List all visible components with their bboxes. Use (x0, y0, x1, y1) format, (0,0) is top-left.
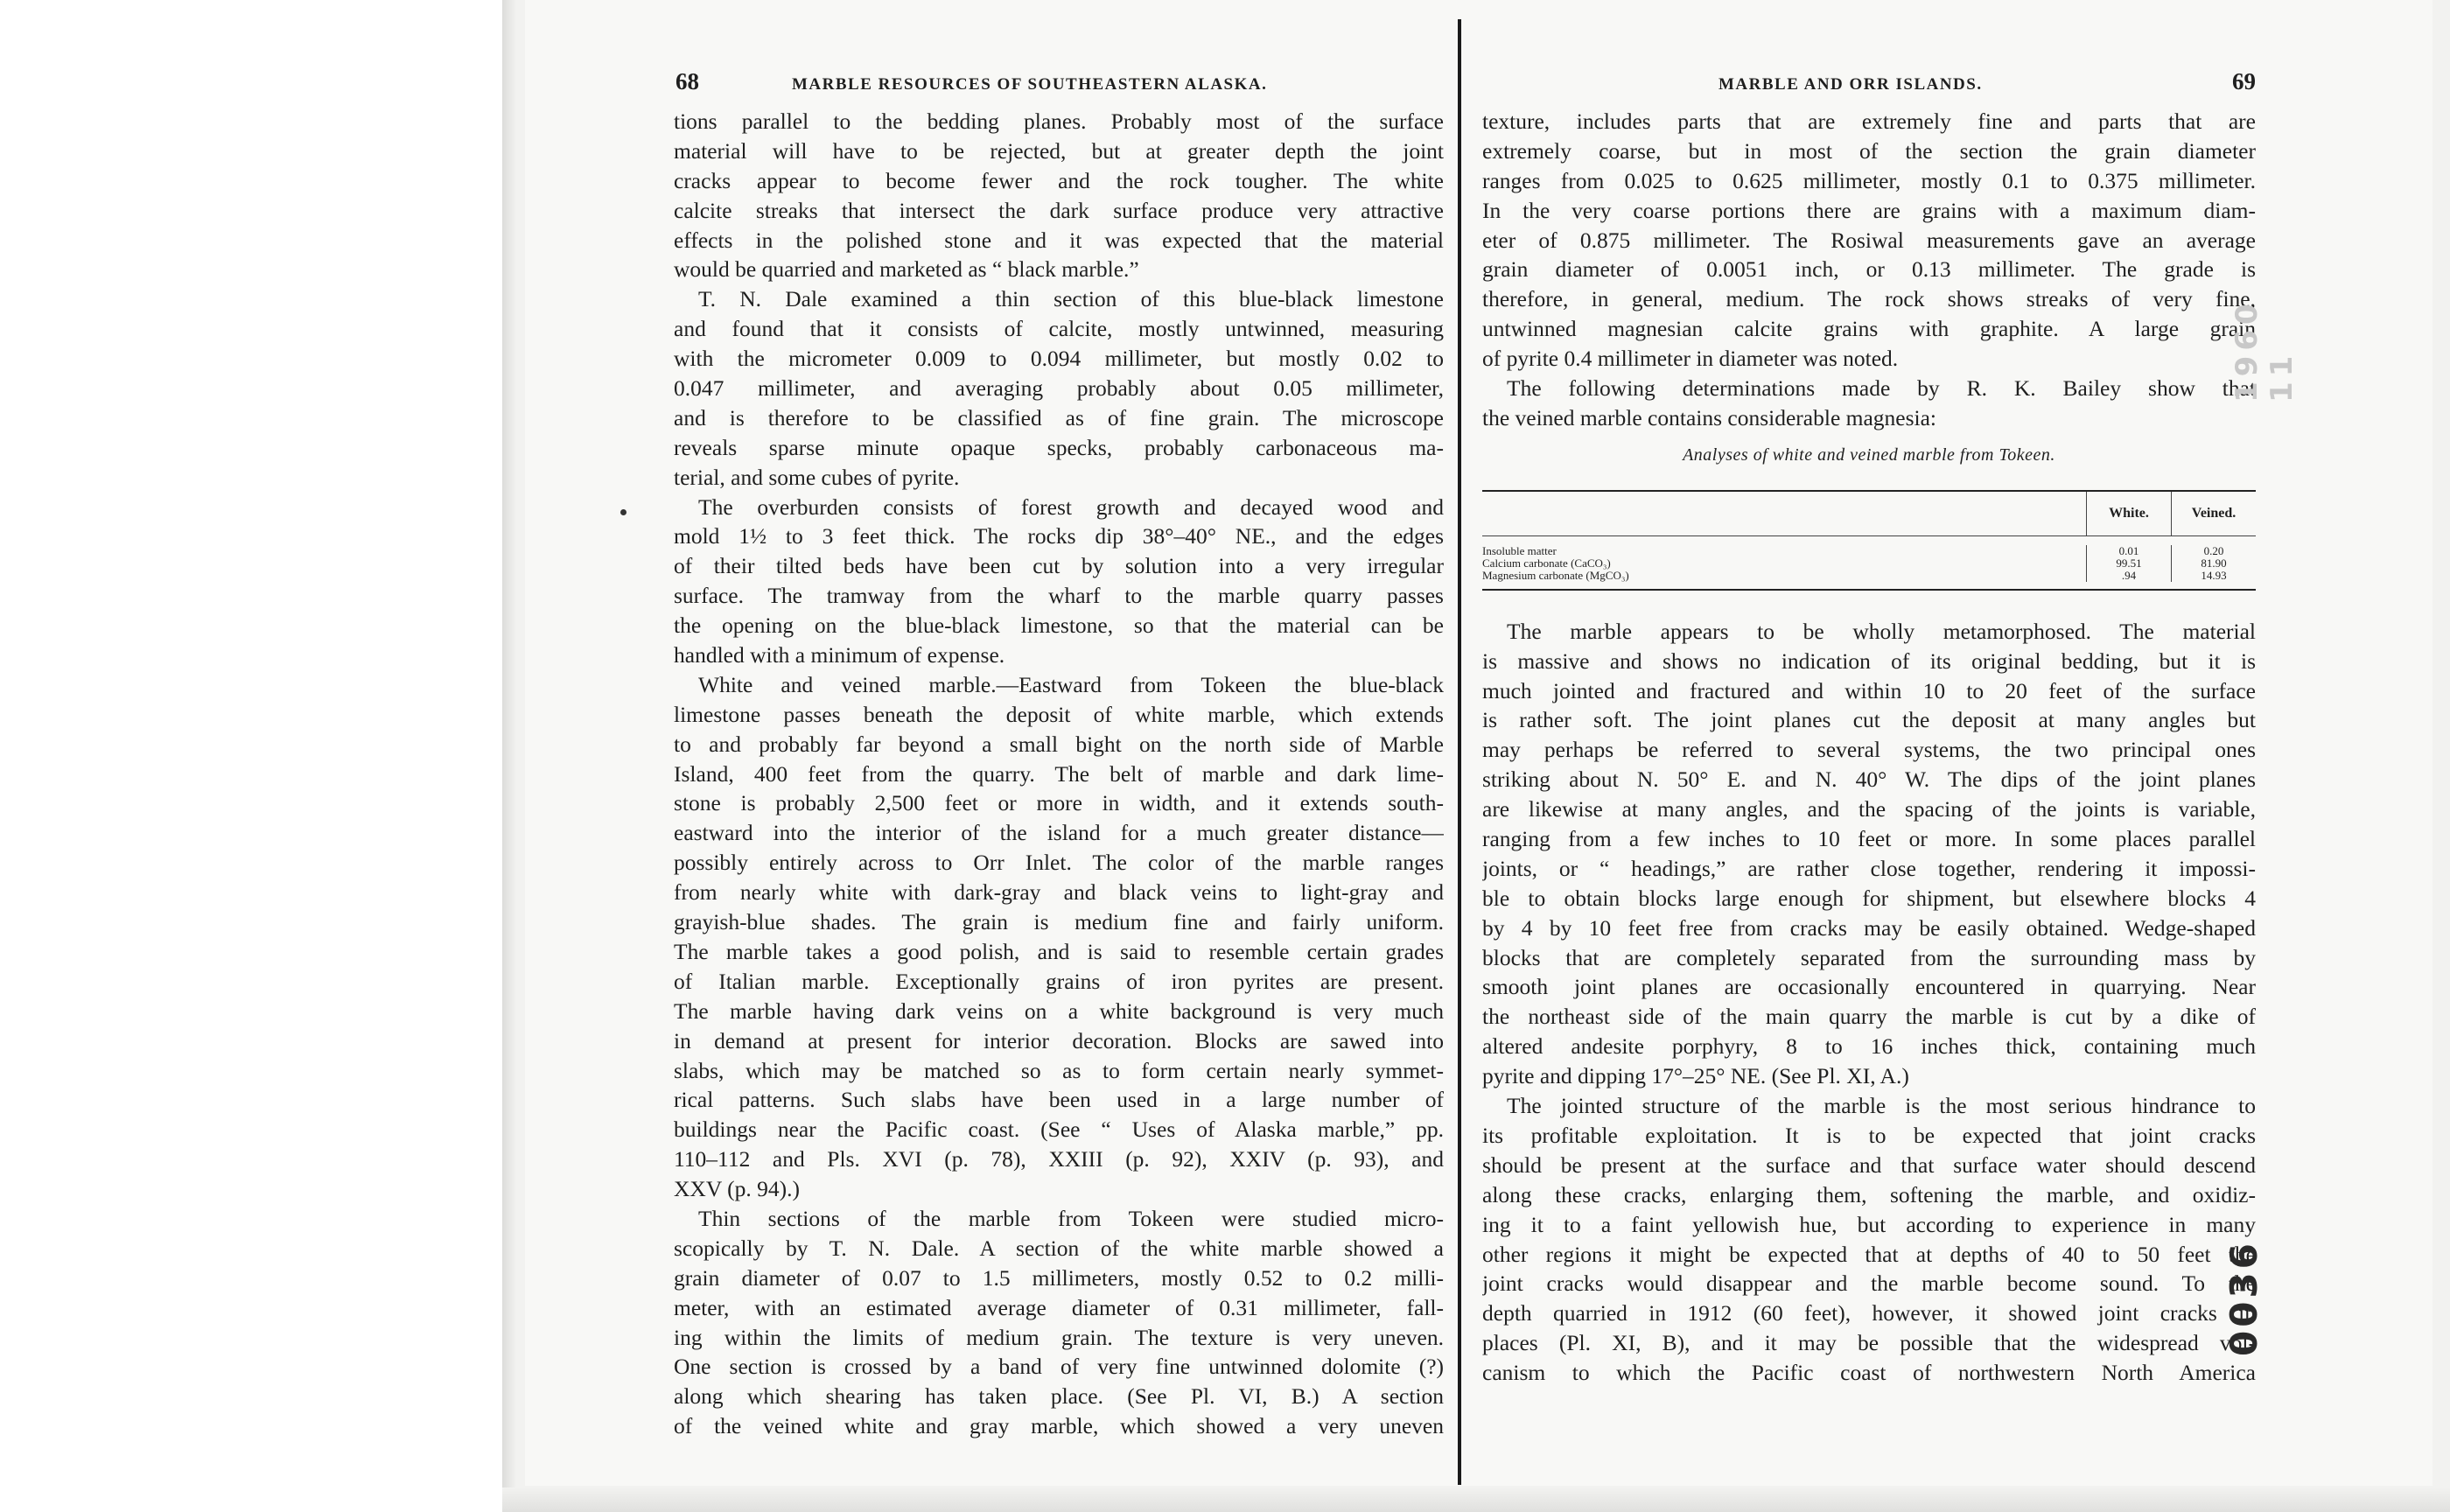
table-body (1482, 536, 2256, 589)
text-line: Thin sections of the marble from Tokeen were studied micro- (698, 1205, 1444, 1231)
text-line: the opening on the blue-black limestone, so that the material can be (674, 612, 1444, 639)
text-line: ranges from 0.025 to 0.625 millimeter, mostly 0.1 to 0.375 millimeter. (1482, 167, 2256, 193)
text-line: The overburden consists of forest growth and decayed wood and (698, 494, 1444, 520)
table-cell-white: 99.51 (2086, 557, 2171, 570)
text-line: The marble appears to be wholly metamorphosed. The material (1507, 618, 2256, 644)
text-line: of Italian marble. Exceptionally grains of iron pyrites are present. (674, 968, 1444, 994)
text-line: material will have to be rejected, but at greater depth the joint (674, 137, 1444, 164)
archive-stamp: 0036 (2222, 1240, 2265, 1356)
table-cell-veined: 14.93 (2171, 570, 2256, 582)
text-line: from nearly white with dark-gray and black veins to light-gray and (674, 879, 1444, 906)
table-cell-label: Magnesium carbonate (MgCO₃) (1482, 569, 1629, 582)
text-line: the northeast side of the main quarry the marble is cut by a dike of (1482, 1004, 2256, 1030)
table-cell-white: .94 (2086, 570, 2171, 582)
text-line: White and veined marble.—Eastward from Tokeen the blue-black (698, 671, 1444, 697)
text-line: of their tilted beds have been cut by solution into a very irregular (674, 553, 1444, 579)
text-line: with the micrometer 0.009 to 0.094 millimeter, but mostly 0.02 to (674, 346, 1444, 372)
text-line: surface. The tramway from the wharf to the marble quarry passes (674, 583, 1444, 609)
text-line: The marble takes a good polish, and is said to resemble certain grades (674, 938, 1444, 964)
text-line: ing it to a faint yellowish hue, but according to experience in many (1482, 1211, 2256, 1237)
left-page (674, 61, 1444, 1441)
text-line: is massive and shows no indication of its original bedding, but it is (1482, 648, 2256, 674)
page-number: 69 (2232, 68, 2256, 94)
text-line: extremely coarse, but in most of the section the grain diameter (1482, 137, 2256, 164)
running-head: MARBLE AND ORR ISLANDS. (1718, 75, 1983, 94)
text-line: ing within the limits of medium grain. The texture is very uneven. (674, 1324, 1444, 1350)
table-header-white: White. (2086, 492, 2171, 536)
text-line: mold 1½ to 3 feet thick. The rocks dip 38°–40° NE., and the edges (674, 523, 1444, 550)
text-line: The following determinations made by R. K. Bailey show that (1507, 375, 2256, 402)
text-line: depth quarried in 1912 (60 feet), however, it showed joint cracks in (1482, 1300, 2256, 1326)
table-row (1482, 570, 2256, 582)
table-row (1482, 545, 2256, 557)
text-line: XXV (p. 94).) (674, 1176, 801, 1202)
text-line: terial, and some cubes of pyrite. (674, 464, 960, 490)
table-header-row (1482, 492, 2256, 536)
text-line: texture, includes parts that are extremely fine and parts that are (1482, 108, 2256, 134)
text-line: of the veined white and gray marble, which showed a very uneven (674, 1413, 1444, 1439)
text-line: grain diameter of 0.07 to 1.5 millimeters, mostly 0.52 to 0.2 milli- (674, 1264, 1444, 1291)
text-line: pyrite and dipping 17°–25° NE. (See Pl. XI, A.) (1482, 1063, 1909, 1089)
text-line: stone is probably 2,500 feet or more in width, and it extends south- (674, 790, 1444, 816)
text-line: 110–112 and Pls. XVI (p. 78), XXIII (p. 92), XXIV (p. 93), and (674, 1146, 1444, 1172)
text-line: joint cracks would disappear and the marble become sound. To the (1482, 1270, 2256, 1297)
table-cell-veined: 0.20 (2171, 545, 2256, 557)
text-line: are likewise at many angles, and the spacing of the joints is variable, (1482, 796, 2256, 822)
text-line: Island, 400 feet from the quarry. The belt of marble and dark lime- (674, 760, 1444, 787)
table-cell-veined: 81.90 (2171, 557, 2256, 570)
text-line: in demand at present for interior decoration. Blocks are sawed into (674, 1027, 1444, 1054)
text-line: reveals sparse minute opaque specks, probably carbonaceous ma- (674, 434, 1444, 460)
text-line: should be present at the surface and that surface water should descend (1482, 1152, 2256, 1178)
text-line: would be quarried and marketed as “ black marble.” (674, 256, 1139, 283)
text-line: cracks appear to become fewer and the rock tougher. The white (674, 167, 1444, 193)
text-line: ble to obtain blocks large enough for shipment, but elsewhere blocks 4 (1482, 885, 2256, 911)
text-line: striking about N. 50° E. and N. 40° W. The dips of the joint planes (1482, 766, 2256, 793)
dust-speck (620, 509, 626, 515)
table-row (1482, 557, 2256, 570)
text-line: smooth joint planes are occasionally encountered in quarrying. Near (1482, 974, 2256, 1000)
table-header-blank (1482, 492, 2086, 536)
text-line: places (Pl. XI, B), and it may be possible that the widespread vol- (1482, 1330, 2256, 1356)
text-line: effects in the polished stone and it was expected that the material (674, 227, 1444, 253)
text-line: joints, or “ headings,” are rather close together, rendering it impossi- (1482, 855, 2256, 881)
text-line: much jointed and fractured and within 10 to 20 feet of the surface (1482, 677, 2256, 704)
text-line: untwinned magnesian calcite grains with graphite. A large grain (1482, 316, 2256, 342)
text-line: is rather soft. The joint planes cut the deposit at many angles but (1482, 707, 2256, 733)
text-line: to and probably far beyond a small bight on the north side of Marble (674, 731, 1444, 757)
left-page-header (674, 61, 1444, 107)
text-line: the veined marble contains considerable magnesia: (1482, 404, 1937, 430)
faint-archive-stamp: 1960 11 (2230, 298, 2300, 402)
page-number: 68 (676, 68, 699, 94)
text-line: slabs, which may be matched so as to form certain nearly symmet- (674, 1057, 1444, 1083)
text-line: along which shearing has taken place. (See Pl. VI, B.) A section (674, 1383, 1444, 1410)
text-line: by 4 by 10 feet free from cracks may be easily obtained. Wedge-shaped (1482, 914, 2256, 941)
text-line: tions parallel to the bedding planes. Probably most of the surface (674, 108, 1444, 134)
text-line: of pyrite 0.4 millimeter in diameter was noted. (1482, 346, 1899, 372)
right-page (1482, 61, 2256, 1388)
table-cell-white: 0.01 (2086, 545, 2171, 557)
text-line: The marble having dark veins on a white background is very much (674, 998, 1444, 1024)
text-line: meter, with an estimated average diameter of 0.31 millimeter, fall- (674, 1294, 1444, 1320)
text-line: along these cracks, enlarging them, softening the marble, and oxidiz- (1482, 1181, 2256, 1208)
right-page-body-top (1482, 107, 2256, 433)
text-line: altered andesite porphyry, 8 to 16 inches thick, containing much (1482, 1033, 2256, 1060)
book-gutter (1458, 19, 1461, 1485)
scan-shadow (502, 0, 516, 1512)
running-head: MARBLE RESOURCES OF SOUTHEASTERN ALASKA. (792, 75, 1268, 94)
analyses-table (1482, 490, 2256, 591)
text-line: other regions it might be expected that at depths of 40 to 50 feet the (1482, 1241, 2256, 1267)
text-line: calcite streaks that intersect the dark surface produce very attractive (674, 197, 1444, 223)
text-line: and is therefore to be classified as of fine grain. The microscope (674, 404, 1444, 430)
text-line: T. N. Dale examined a thin section of this blue-black limestone (698, 286, 1444, 312)
text-line: and found that it consists of calcite, mostly untwinned, measuring (674, 316, 1444, 342)
text-line: its profitable exploitation. It is to be expected that joint cracks (1482, 1122, 2256, 1148)
table-caption: Analyses of white and veined marble from Tokeen. (1683, 444, 2055, 465)
table-cell-label: Calcium carbonate (CaCO₃) (1482, 556, 1611, 570)
text-line: possibly entirely across to Orr Inlet. The color of the marble ranges (674, 850, 1444, 876)
text-line: rical patterns. Such slabs have been used in a large number of (674, 1087, 1444, 1113)
text-line: may perhaps be referred to several systems, the two principal ones (1482, 737, 2256, 763)
text-line: One section is crossed by a band of very fine untwinned dolomite (?) (674, 1354, 1444, 1380)
text-line: eter of 0.875 millimeter. The Rosiwal measurements gave an average (1482, 227, 2256, 253)
text-line: handled with a minimum of expense. (674, 642, 1005, 668)
text-line: The jointed structure of the marble is the most serious hindrance to (1507, 1093, 2256, 1119)
text-line: ranging from a few inches to 10 feet or more. In some places parallel (1482, 826, 2256, 852)
text-line: therefore, in general, medium. The rock shows streaks of very fine, (1482, 286, 2256, 312)
text-line: In the very coarse portions there are grains with a maximum diam- (1482, 197, 2256, 223)
text-line: eastward into the interior of the island for a much greater distance— (674, 820, 1444, 846)
scan-bottom-shadow (502, 1488, 2450, 1512)
text-line: buildings near the Pacific coast. (See “ Uses of Alaska marble,” pp. (674, 1116, 1444, 1143)
table-cell-label: Insoluble matter (1482, 544, 1557, 557)
text-line: canism to which the Pacific coast of northwestern North America (1482, 1360, 2256, 1386)
text-line: grain diameter of 0.0051 inch, or 0.13 millimeter. The grade is (1482, 256, 2256, 283)
text-line: limestone passes beneath the deposit of white marble, which extends (674, 701, 1444, 727)
table-header-veined: Veined. (2171, 492, 2256, 536)
left-page-body (674, 107, 1444, 1441)
text-line: blocks that are completely separated from the surrounding mass by (1482, 944, 2256, 970)
right-page-body-bottom (1482, 617, 2256, 1388)
text-line: 0.047 millimeter, and averaging probably about 0.05 millimeter, (674, 375, 1444, 402)
right-page-header (1482, 61, 2256, 107)
text-line: scopically by T. N. Dale. A section of the white marble showed a (674, 1235, 1444, 1261)
text-line: grayish-blue shades. The grain is medium fine and fairly uniform. (674, 909, 1444, 935)
